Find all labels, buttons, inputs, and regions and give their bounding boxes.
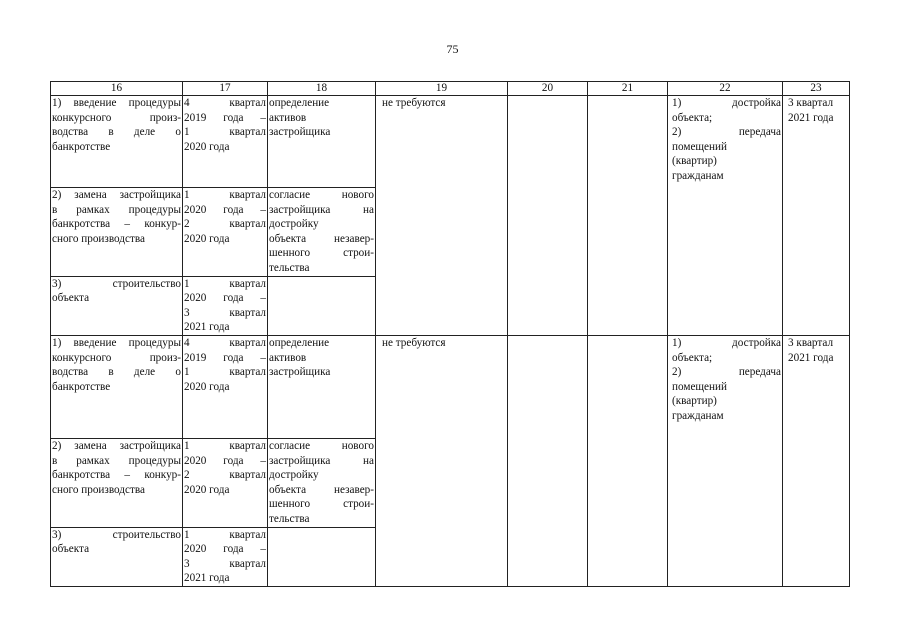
col-header: 20 bbox=[508, 82, 588, 96]
period-cell: 4 квартал 2019 года – 1 квартал 2020 года bbox=[183, 335, 268, 438]
period-cell: 1 квартал 2020 года – 2 квартал 2020 года bbox=[183, 188, 268, 277]
deadline-cell: 3 квартал 2021 года bbox=[783, 96, 850, 336]
stage-cell: 3) строительство объекта bbox=[51, 527, 183, 586]
empty-cell bbox=[508, 335, 588, 586]
approvals-cell: не требуются bbox=[376, 96, 508, 336]
period-cell: 4 квартал 2019 года – 1 квартал 2020 года bbox=[183, 96, 268, 188]
col-header: 21 bbox=[588, 82, 668, 96]
stage-cell: 1) введение процедуры конкурсного произ- водства в деле о банкротстве bbox=[51, 335, 183, 438]
requirement-cell bbox=[268, 527, 376, 586]
period-cell: 1 квартал 2020 года – 3 квартал 2021 года bbox=[183, 276, 268, 335]
empty-cell bbox=[588, 335, 668, 586]
requirement-cell: согласие нового застройщика на достройку объекта незавер- шенного строи- тельства bbox=[268, 438, 376, 527]
col-header: 19 bbox=[376, 82, 508, 96]
result-cell: 1) достройка объекта; 2) передача помещений (квартир) гражданам bbox=[668, 96, 783, 336]
requirement-cell: определение активов застройщика bbox=[268, 96, 376, 188]
requirement-cell bbox=[268, 276, 376, 335]
table-row bbox=[51, 335, 850, 438]
stage-cell: 2) замена застройщика в рамках процедуры банкротства – конкур- сного производства bbox=[51, 438, 183, 527]
col-header: 16 bbox=[51, 82, 183, 96]
page-number: 75 bbox=[446, 42, 459, 56]
stage-cell: 3) строительство объекта bbox=[51, 276, 183, 335]
requirement-cell: определение активов застройщика bbox=[268, 335, 376, 438]
approvals-cell: не требуются bbox=[376, 335, 508, 586]
period-cell: 1 квартал 2020 года – 3 квартал 2021 года bbox=[183, 527, 268, 586]
col-header: 23 bbox=[783, 82, 850, 96]
deadline-cell: 3 квартал 2021 года bbox=[783, 335, 850, 586]
stage-cell: 1) введение процедуры конкурсного произ- водства в деле о банкротстве bbox=[51, 96, 183, 188]
table-row bbox=[51, 96, 850, 188]
empty-cell bbox=[588, 96, 668, 336]
col-header: 22 bbox=[668, 82, 783, 96]
stage-cell: 2) замена застройщика в рамках процедуры банкротства – конкур- сного производства bbox=[51, 188, 183, 277]
requirement-cell: согласие нового застройщика на достройку объекта незавер- шенного строи- тельства bbox=[268, 188, 376, 277]
col-header: 17 bbox=[183, 82, 268, 96]
result-cell: 1) достройка объекта; 2) передача помещений (квартир) гражданам bbox=[668, 335, 783, 586]
empty-cell bbox=[508, 96, 588, 336]
col-header: 18 bbox=[268, 82, 376, 96]
period-cell: 1 квартал 2020 года – 2 квартал 2020 года bbox=[183, 438, 268, 527]
document-table bbox=[50, 81, 850, 587]
table-header-row bbox=[51, 82, 850, 96]
